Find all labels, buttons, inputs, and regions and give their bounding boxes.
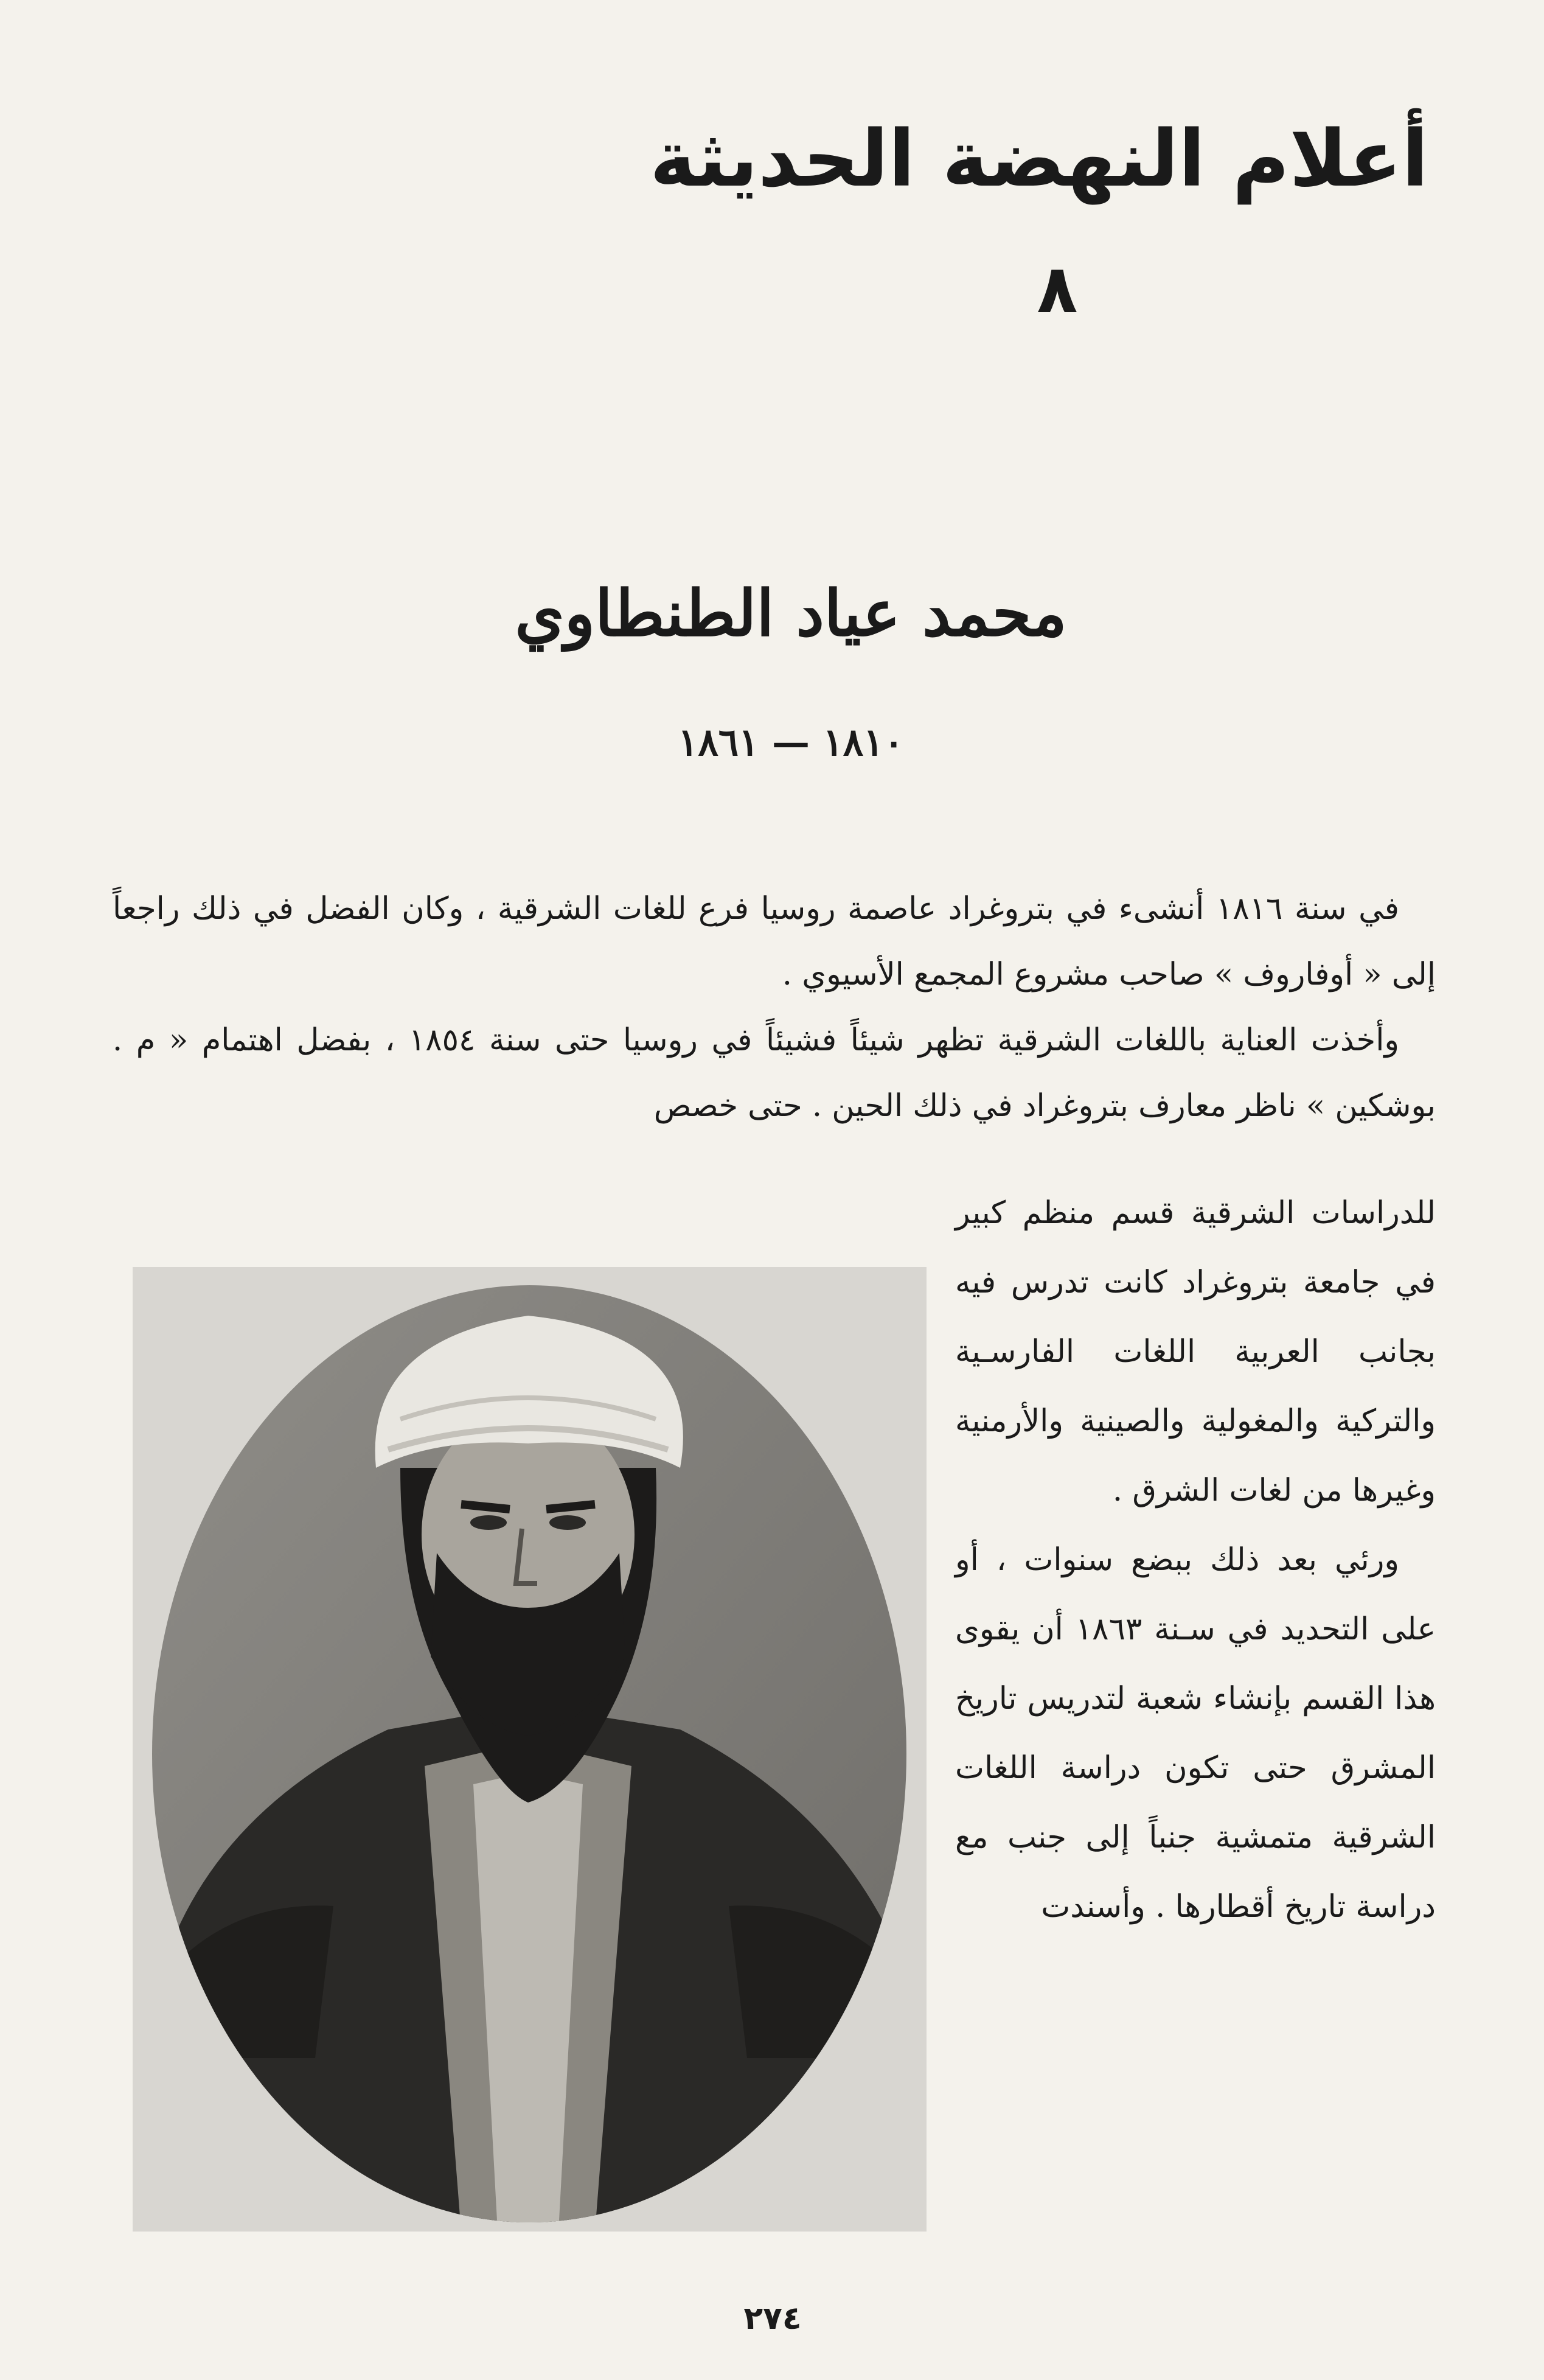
body-text-beside-portrait [955,1179,1436,1942]
portrait-photo [133,1267,927,2232]
paragraph-3: ورئي بعد ذلك ببضع سنوات ، أو على التحديد في سـنة ١٨٦٣ أن يقوى هذا القسم بإنشاء شعبة لتدريس تاريخ المشرق حتى تكون دراسة اللغات الشرقية متمشية جنباً إلى جنب مع دراسة تاريخ أقطارها . وأسندت [955,1542,1436,1925]
page-number: ٢٧٤ [743,2300,802,2337]
series-number: ٨ [1037,250,1078,328]
series-title: أعلام النهضة الحديثة [650,114,1428,204]
paragraph-1: في سنة ١٨١٦ أنشىء في بتروغراد عاصمة روسيا فرع للغات الشرقية ، وكان الفضل في ذلك راجعاً إلى « أوفاروف » صاحب مشروع المجمع الأسيوي . [113,891,1436,993]
person-dates: ١٨١٠ — ١٨٦١ [678,720,904,764]
portrait-illustration [133,1267,927,2232]
body-text-full-width [113,876,1436,1139]
person-name: محمد عياد الطنطاوي [515,576,1067,651]
paragraph-2-continued: للدراسات الشرقية قسم منظم كبير في جامعة بتروغراد كانت تدرس فيه بجانب العربية اللغات الفارسـية والتركية والمغولية والصينية والأرمنية وغيرها من لغات الشرق . [955,1195,1436,1509]
paragraph-2: وأخذت العناية باللغات الشرقية تظهر شيئاً فشيئاً في روسيا حتى سنة ١٨٥٤ ، بفضل اهتمام « م . بوشكين » ناظر معارف بتروغراد في ذلك الحين . حتى خصص [113,1022,1436,1124]
